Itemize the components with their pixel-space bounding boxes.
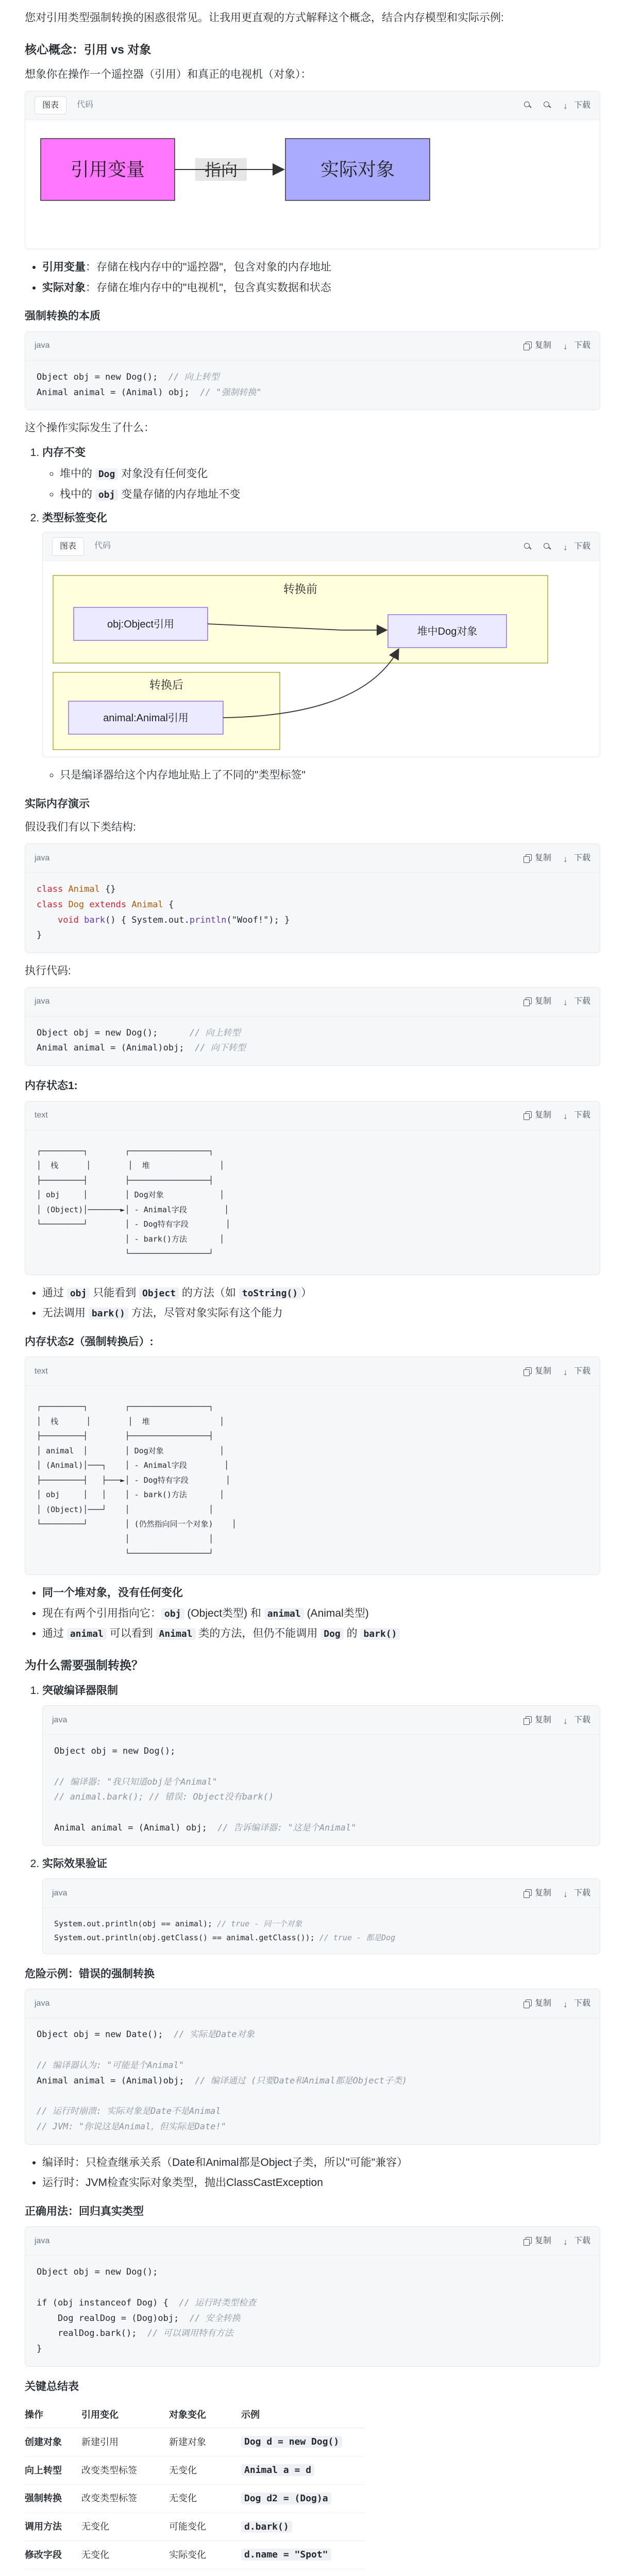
memory-art: ┌─────────┐ ┌─────────────────┐ │ 栈 │ │ 堆 │ ├─────────┤ ├─────────────────┤ │ animal │ │ Dog对象 │ │ (Animal)│───┐ │ - Animal字段 │ ├─────────┤ ├───►│ - Dog特有字段 │ │ obj │ │ │ - bark()方法 │ │ (Object)│───┘ │ │ └─────────┘ │ (仍然指向同一个对象) │ │ │ └─────────────────┘ <box>37 1402 237 1558</box>
lang-label: text <box>35 1367 48 1376</box>
copy-icon <box>523 342 532 350</box>
code-text: Object obj = new Dog(); if (obj instanceof Dog) { // 运行时类型检查 Dog realDog = (Dog)obj; // 安全转换 realDog.bark(); // 可以调用特有方法 } <box>37 2267 257 2354</box>
copy-button[interactable]: 复制 <box>523 1714 551 1727</box>
list-item: 1. 内存不变 ◦ 堆中的 Dog 对象没有任何变化 ◦ 栈中的 obj 变量存储的内存地址不变 <box>42 444 600 503</box>
before-label: 转换前 <box>283 583 318 596</box>
download-button[interactable]: ↓ 下载 <box>563 1365 590 1378</box>
mem1-title: 内存状态1: <box>25 1080 78 1092</box>
code-block-2 <box>25 843 600 953</box>
download-button[interactable]: ↓ 下载 <box>563 1997 590 2010</box>
core-title: 核心概念：引用 vs 对象 <box>25 42 151 56</box>
list-item: • 实际对象：存储在堆内存中的"电视机"，包含真实数据和状态 <box>42 279 600 297</box>
mem1-block <box>25 1101 600 1275</box>
copy-button[interactable]: 复制 <box>523 852 551 865</box>
download-icon <box>563 543 571 551</box>
copy-icon <box>523 1111 532 1120</box>
intro-text: 您对引用类型强制转换的困惑很常见。让我用更直观的方式解释这个概念，结合内存模型和实际示例: <box>25 12 504 24</box>
copy-icon <box>523 1716 532 1724</box>
download-icon <box>563 997 571 1006</box>
download-icon <box>563 1716 571 1724</box>
lang-label: java <box>35 853 50 862</box>
danger-title: 危险示例：错误的强制转换 <box>25 1968 155 1980</box>
diagram-canvas <box>25 120 600 249</box>
bullets-1 <box>25 259 600 296</box>
table-header: 对象变化 <box>169 2402 241 2428</box>
demo-title: 实际内存演示 <box>25 798 90 810</box>
download-icon <box>563 1999 571 2008</box>
block-header <box>25 91 600 120</box>
download-button[interactable]: ↓ 下载 <box>563 1109 590 1122</box>
diagram-svg <box>43 561 599 757</box>
mem2-title: 内存状态2（强制转换后）: <box>25 1335 154 1348</box>
summary-table <box>25 2402 365 2569</box>
obj-ref-label: obj:Object引用 <box>107 619 175 631</box>
download-button[interactable]: ↓ 下载 <box>563 540 590 553</box>
demo-desc: 假设我们有以下类结构: <box>25 821 136 834</box>
download-button[interactable]: ↓ 下载 <box>563 852 590 865</box>
download-button[interactable]: ↓ 下载 <box>563 995 590 1008</box>
zoom-out-icon[interactable] <box>543 101 551 109</box>
download-icon <box>563 2237 571 2245</box>
list-item: 2. 实际效果验证 java 复制 ↓ 下载 System.out.println(obj == animal); // true - 同一个对象 System.out.println(obj.getClass() == animal.getClass()); // true - 都是Dog <box>42 1855 600 1954</box>
copy-button[interactable]: 复制 <box>523 995 551 1008</box>
code-block-1 <box>25 331 600 411</box>
right-title: 正确用法：回归真实类型 <box>25 2205 144 2217</box>
copy-button[interactable]: 复制 <box>523 1997 551 2010</box>
list-item: • 同一个堆对象，没有任何变化 <box>42 1584 600 1602</box>
copy-button[interactable]: 复制 <box>523 339 551 352</box>
code-text: Object obj = new Dog(); // 向上转型 Animal animal = (Animal) obj; // "强制转换" <box>37 371 262 398</box>
download-icon <box>563 101 571 109</box>
tab-diagram[interactable]: 图表 <box>35 96 66 115</box>
copy-icon <box>523 1889 532 1897</box>
exec-title: 执行代码: <box>25 965 71 977</box>
mem2-block <box>25 1357 600 1575</box>
download-button[interactable]: ↓ 下载 <box>563 99 590 112</box>
table-row: 强制转换 改变类型标签 无变化 Dog d2 = (Dog)a <box>25 2484 365 2513</box>
lang-label: java <box>52 1888 67 1897</box>
cast-title: 强制转换的本质 <box>25 310 100 323</box>
download-button[interactable]: ↓ 下载 <box>563 1714 590 1727</box>
download-icon <box>563 1111 571 1120</box>
core-desc: 想象你在操作一个遥控器（引用）和真正的电视机（对象）： <box>25 69 312 81</box>
list-item: • 引用变量：存储在栈内存中的"遥控器"，包含对象的内存地址 <box>42 259 600 276</box>
copy-button[interactable]: 复制 <box>523 1887 551 1900</box>
mem1-bullets <box>25 1284 600 1322</box>
download-icon <box>563 854 571 862</box>
list-item: ◦ 堆中的 Dog 对象没有任何变化 <box>60 465 600 483</box>
list-item: ◦ 只是编译器给这个内存地址贴上了不同的"类型标签" <box>60 767 600 784</box>
list-item: ◦ 栈中的 obj 变量存储的内存地址不变 <box>60 486 600 503</box>
copy-icon <box>523 854 532 862</box>
copy-button[interactable]: 复制 <box>523 1109 551 1122</box>
code-block-4 <box>42 1705 600 1846</box>
copy-icon <box>523 997 532 1006</box>
download-icon <box>563 1367 571 1376</box>
lang-label: java <box>35 2236 50 2246</box>
lang-label: java <box>35 997 50 1006</box>
lang-label: java <box>35 1999 50 2008</box>
memory-art: ┌─────────┐ ┌─────────────────┐ │ 栈 │ │ 堆 │ ├─────────┤ ├─────────────────┤ │ obj │ │ Dog对象 │ │ (Object)│───────►│ - Animal字段 │ └─────────┘ │ - Dog特有字段 │ │ - bark()方法 │ └─────────────────┘ <box>37 1146 231 1259</box>
code-block-7 <box>25 2226 600 2367</box>
code-text: Object obj = new Dog(); // 编译器: "我只知道obj是个Animal" // animal.bark(); // 错误: Object没有bark() Animal animal = (Animal) obj; // 告诉编译器: "这是个Animal" <box>54 1746 357 1833</box>
lang-label: java <box>35 341 50 350</box>
zoom-out-icon[interactable] <box>543 543 551 551</box>
lang-label: java <box>52 1715 67 1724</box>
tab-code[interactable]: 代码 <box>94 541 111 550</box>
list-item: 1. 突破编译器限制 java 复制 ↓ 下载 Object obj = new Dog(); // 编译器: "我只知道obj是个Animal" // animal.bark(); // 错误: Object没有bark() Animal animal = (Animal) obj; // 告诉编译器: "这是个Animal" <box>42 1682 600 1846</box>
tab-diagram[interactable]: 图表 <box>52 537 84 556</box>
zoom-in-icon[interactable] <box>523 543 532 551</box>
zoom-in-icon[interactable] <box>523 101 532 109</box>
list-item: • 通过 obj 只能看到 Object 的方法（如 toString() ） <box>42 1284 600 1302</box>
table-row: 修改字段 无变化 实际变化 d.name = "Spot" <box>25 2541 365 2569</box>
ref-label: 引用变量 <box>70 158 145 180</box>
code-block-6 <box>25 1989 600 2144</box>
table-row: 向上转型 改变类型标签 无变化 Animal a = d <box>25 2456 365 2485</box>
tab-code[interactable]: 代码 <box>77 100 94 109</box>
table-header: 操作 <box>25 2402 81 2428</box>
table-row: 创建对象 新建引用 新建对象 Dog d = new Dog() <box>25 2428 365 2456</box>
table-header: 示例 <box>241 2402 365 2428</box>
code-text: class Animal {} class Dog extends Animal { void bark() { System.out.println("Woof!"); } } <box>37 884 290 941</box>
diagram-block-1 <box>25 91 600 249</box>
why-list <box>25 1682 600 1954</box>
download-icon <box>563 1889 571 1897</box>
animal-ref-label: animal:Animal引用 <box>103 713 189 724</box>
copy-icon <box>523 2237 532 2245</box>
download-icon <box>563 342 571 350</box>
copy-icon <box>523 1367 532 1376</box>
code-block-3 <box>25 987 600 1066</box>
why-title: 为什么需要强制转换？ <box>25 1658 143 1672</box>
table-row: 调用方法 无变化 可能变化 d.bark() <box>25 2513 365 2541</box>
download-button[interactable]: ↓ 下载 <box>563 2234 590 2248</box>
code-text: Object obj = new Dog(); // 向上转型 Animal animal = (Animal)obj; // 向下转型 <box>37 1027 246 1054</box>
danger-bullets <box>25 2154 600 2192</box>
arrow-label: 指向 <box>204 160 238 179</box>
after-label: 转换后 <box>149 679 184 692</box>
code-block-5 <box>42 1878 600 1954</box>
download-button[interactable]: ↓ 下载 <box>563 339 590 352</box>
copy-icon <box>523 1999 532 2008</box>
list-item: 2. 类型标签变化 图表 代码 ↓ 下载 转换前 obj:Object引用 堆中Dog对象 转换后 animal:Animal引用 ◦ 只是编译器给这个内存地址贴上了不同的"类型标签" <box>42 510 600 784</box>
list-item: • 现在有两个引用指向它： obj (Object类型) 和 animal (Animal类型) <box>42 1605 600 1622</box>
lang-label: text <box>35 1111 48 1120</box>
obj-label: 实际对象 <box>320 158 395 180</box>
mem2-bullets <box>25 1584 600 1642</box>
heap-label: 堆中Dog对象 <box>417 626 478 638</box>
code-text: Object obj = new Date(); // 实际是Date对象 // 编译器认为: "可能是个Animal" Animal animal = (Animal)obj; // 编译通过 (只要Date和Animal都是Object子类) // 运行时崩溃: 实际对象是Date不是Animal // JVM: "你说这是Animal，但实际是Date!" <box>37 2029 408 2132</box>
list-item: • 通过 animal 可以看到 Animal 类的方法，但仍不能调用 Dog 的 bark() <box>42 1625 600 1642</box>
list-item: • 编译时：只检查继承关系（Date和Animal都是Object子类，所以"可能"兼容） <box>42 2154 600 2172</box>
download-button[interactable]: ↓ 下载 <box>563 1887 590 1900</box>
cast-happened: 这个操作实际发生了什么： <box>25 422 155 434</box>
diagram-block-2 <box>42 532 600 757</box>
cast-steps <box>25 444 600 784</box>
summary-title: 关键总结表 <box>25 2380 79 2393</box>
table-header: 引用变化 <box>81 2402 169 2428</box>
diagram-svg <box>25 120 600 249</box>
copy-button[interactable]: 复制 <box>523 2234 551 2248</box>
code-text: System.out.println(obj == animal); // true - 同一个对象 System.out.println(obj.getClass() == animal.getClass()); // true - 都是Dog <box>54 1919 396 1942</box>
copy-button[interactable]: 复制 <box>523 1365 551 1378</box>
list-item: • 无法调用 bark() 方法，尽管对象实际有这个能力 <box>42 1304 600 1322</box>
list-item: • 运行时：JVM检查实际对象类型，抛出ClassCastException <box>42 2174 600 2192</box>
